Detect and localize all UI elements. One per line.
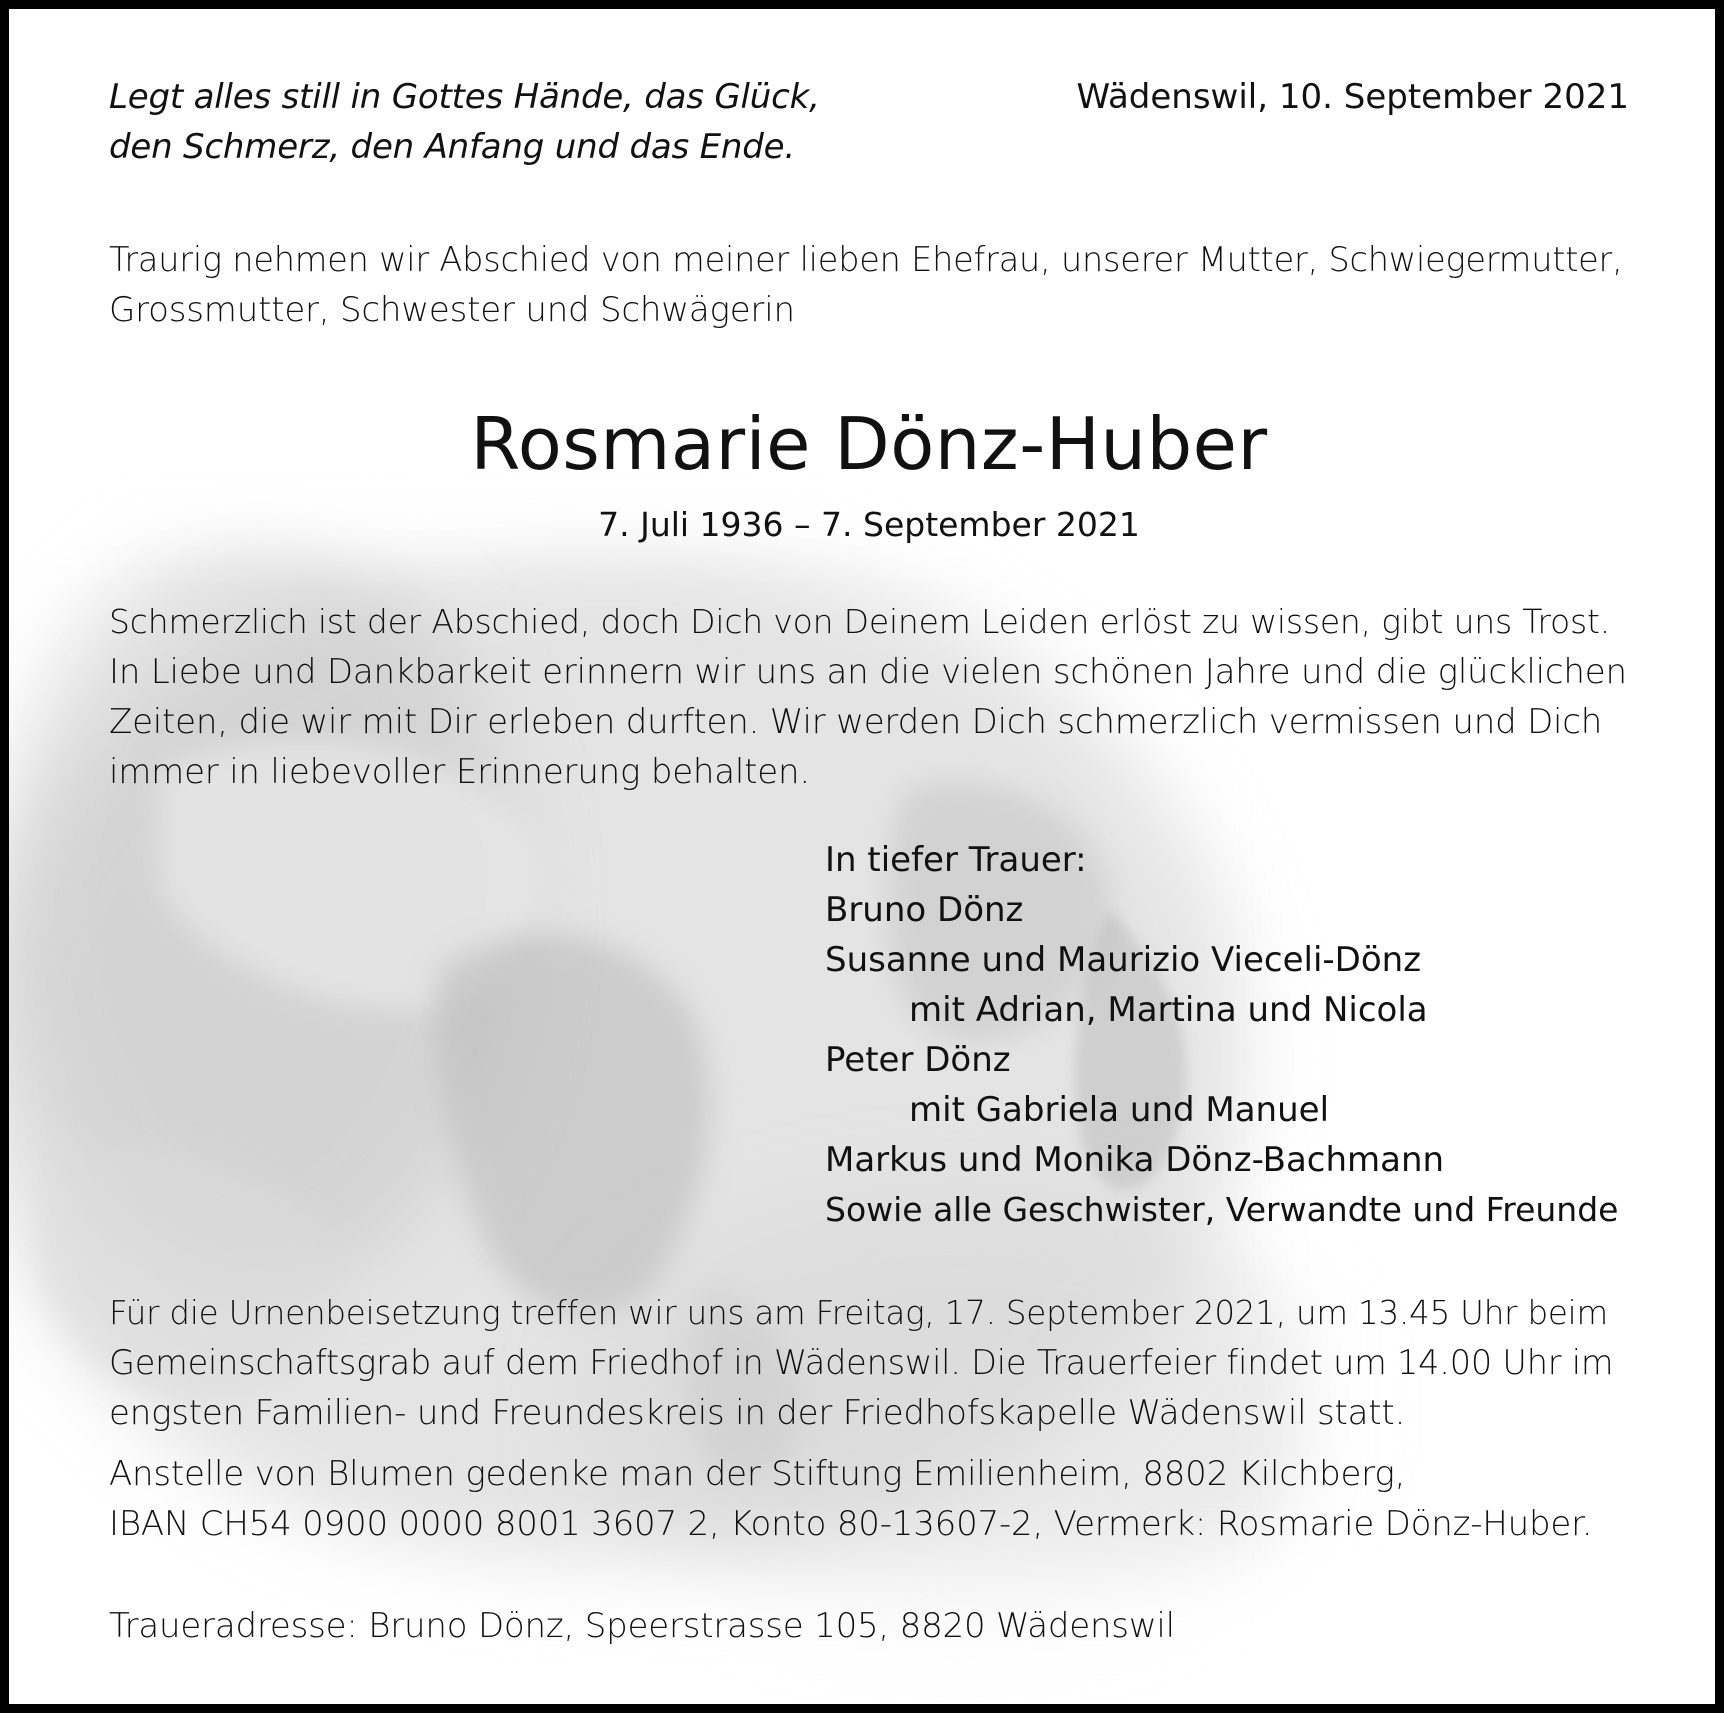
mourners-heading: In tiefer Trauer: bbox=[825, 840, 1087, 880]
intro-line-1: Traurig nehmen wir Abschied von meiner lieben Ehefrau, unserer Mutter, Schwiegermutter, bbox=[109, 240, 1623, 279]
farewell-line-4: immer in liebevoller Erinnerung behalten. bbox=[109, 752, 810, 792]
donation-line-2: IBAN CH54 0900 0000 8001 3607 2, Konto 80-13607-2, Vermerk: Rosmarie Dönz-Huber. bbox=[109, 1504, 1593, 1544]
ceremony-line-2: Gemeinschaftsgrab auf dem Friedhof in Wädenswil. Die Trauerfeier findet um 14.00 Uhr im bbox=[109, 1343, 1614, 1382]
ceremony-line-1: Für die Urnenbeisetzung treffen wir uns am Freitag, 17. September 2021, um 13.45 Uhr beim bbox=[109, 1294, 1608, 1332]
mourner-entry: Sowie alle Geschwister, Verwandte und Freunde bbox=[825, 1190, 1619, 1229]
farewell-line-2: In Liebe und Dankbarkeit erinnern wir uns an die vielen schönen Jahre und die glücklichen bbox=[109, 652, 1627, 692]
mourner-entry-children: mit Gabriela und Manuel bbox=[909, 1090, 1330, 1130]
mourner-entry: Susanne und Maurizio Vieceli-Dönz bbox=[825, 940, 1422, 980]
farewell-line-3: Zeiten, die wir mit Dir erleben durften. Wir werden Dich schmerzlich vermissen und Dich bbox=[109, 702, 1603, 742]
mourner-entry: Bruno Dönz bbox=[825, 890, 1024, 930]
mourner-entry-children: mit Adrian, Martina und Nicola bbox=[909, 990, 1428, 1030]
notice-content bbox=[109, 9, 1629, 1704]
mourner-entry: Peter Dönz bbox=[825, 1040, 1011, 1080]
deceased-name: Rosmarie Dönz-Huber bbox=[470, 402, 1268, 486]
farewell-line-1: Schmerzlich ist der Abschied, doch Dich von Deinem Leiden erlöst zu wissen, gibt uns Trost. bbox=[109, 602, 1611, 641]
mourning-address: Traueradresse: Bruno Dönz, Speerstrasse 105, 8820 Wädenswil bbox=[109, 1606, 1175, 1646]
mourner-entry: Markus und Monika Dönz-Bachmann bbox=[825, 1140, 1445, 1180]
motto-line-2: den Schmerz, den Anfang und das Ende. bbox=[109, 127, 795, 167]
life-dates: 7. Juli 1936 – 7. September 2021 bbox=[598, 505, 1140, 544]
motto-line-1: Legt alles still in Gottes Hände, das Glück, bbox=[109, 77, 820, 117]
donation-line-1: Anstelle von Blumen gedenke man der Stiftung Emilienheim, 8802 Kilchberg, bbox=[109, 1454, 1406, 1494]
place-date: Wädenswil, 10. September 2021 bbox=[1076, 77, 1629, 117]
intro-line-2: Grossmutter, Schwester und Schwägerin bbox=[109, 290, 795, 330]
ceremony-line-3: engsten Familien- und Freundeskreis in der Friedhofskapelle Wädenswil statt. bbox=[109, 1393, 1406, 1433]
